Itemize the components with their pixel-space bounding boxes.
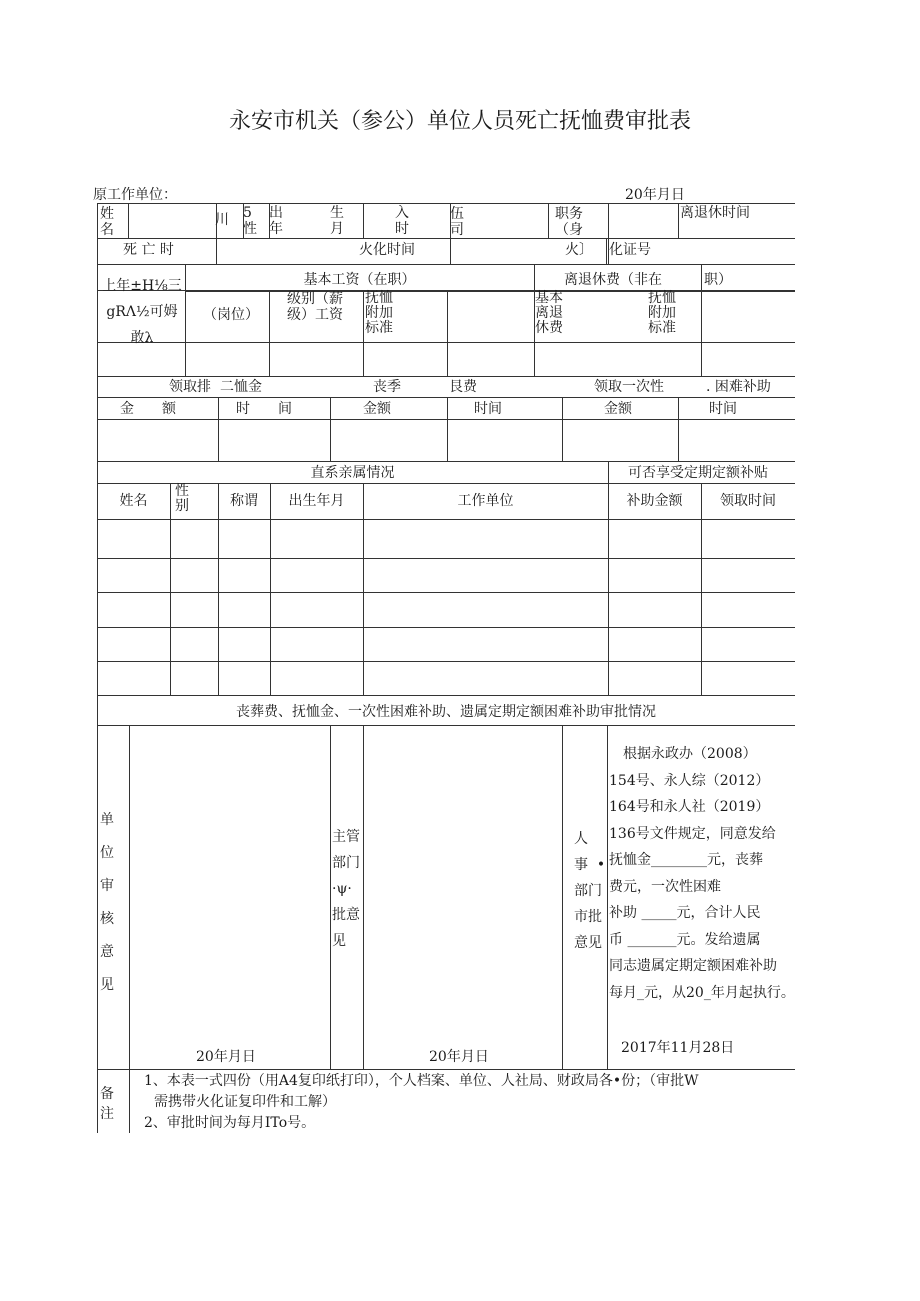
remark-line-1: 1、本表一式四份（用A4复印纸打印），个人档案、单位、人社局、财政局各•份；（审批W: [144, 1073, 699, 1089]
approval-section-title: 丧葬费、抚恤金、一次性困难补助、遗属定期定额困难补助审批情况: [236, 704, 656, 720]
retire-subsidy-label: 抚恤 附加 标准: [648, 290, 676, 336]
rel-col-work-unit: 工作单位: [457, 493, 514, 509]
form-title: 永安市机关（参公）单位人员死亡抚恤费审批表: [228, 109, 691, 134]
cremation-cert-fragment: 火〕: [565, 242, 593, 258]
rel-col-receive-time: 领取时间: [720, 493, 776, 509]
birth-label-b: 生 月: [330, 205, 344, 237]
name-label: 姓 名: [100, 206, 114, 238]
hr-approval-date: 2017年11月28日: [621, 1040, 735, 1056]
death-time-label: 死 亡 时: [123, 242, 174, 258]
birth-label-a: 出 年: [269, 205, 283, 237]
remark-line-2: 需携带火化证复印件和工解）: [154, 1094, 336, 1110]
unit-review-date: 20年月日: [196, 1049, 256, 1065]
rel-col-aid-amount: 补助金额: [626, 493, 683, 509]
pension-receive-label: 领取排: [169, 379, 211, 395]
gender-label: 5 性: [243, 205, 257, 237]
cremation-time-label: 火化时间: [359, 242, 415, 258]
cremation-cert-label: 化证号: [609, 242, 651, 258]
amount-label-3: 金额: [604, 401, 632, 417]
last-year-salary-label: 上年±H⅛三 gRΛ½可姆 敢λ: [102, 278, 182, 346]
relatives-section-title: 直系亲属情况: [310, 465, 395, 481]
amount-label-2: 金额: [363, 401, 391, 417]
original-unit-label: 原工作单位：: [93, 187, 177, 203]
eligible-label: 可否享受定期定额补贴: [628, 465, 768, 481]
gender-fragment-a: 川: [215, 212, 229, 228]
hardship-aid-label: . 困难补助: [706, 379, 771, 395]
entry-time-label: 入 时: [395, 205, 409, 237]
remark-line-3: 2、审批时间为每月ITo号。: [144, 1115, 316, 1131]
retire-pay-header: 离退休费（非在: [564, 272, 662, 288]
dept-approval-label: 主管 部门 ·ψ· 批意 见: [332, 829, 360, 949]
rel-col-name: 姓名: [119, 493, 148, 509]
remarks-label: 备 注: [100, 1086, 114, 1122]
amount-label-1: 金 额: [120, 401, 176, 417]
approval-form: [97, 203, 795, 1133]
hr-approval-label: 人 事 • 部门 市批 意见: [574, 831, 606, 951]
time-label-3: 时间: [709, 401, 737, 417]
hr-approval-text: 根据永政办（2008） 154号、永人综（2012） 164号和永人社（2019） 136号文件规定，同意发给 抚恤金________元，丧葬 费元，一次性困难 补助 _____元，合计人民 币 _______元。发给遗属 同志遗属定期定额困难补助 每月_元，从20_年月起执行。: [609, 746, 795, 1001]
unit-review-label: 单位审核意见: [100, 812, 114, 993]
retire-time-label: 离退休时间: [680, 205, 750, 221]
time-label-2: 时间: [474, 401, 502, 417]
grade-wage-label: 级别（薪 级）工资: [287, 291, 343, 323]
rel-col-relation: 称谓: [230, 493, 258, 509]
rel-col-gender: 性 别: [175, 483, 189, 514]
retire-pay-header-tail: 职）: [704, 272, 732, 288]
subsidy-standard-label: 抚恤 附加 标准: [365, 290, 393, 336]
one-time-label: 领取一次性: [594, 379, 664, 395]
rel-col-birth: 出生年月: [288, 493, 345, 509]
pension-label: 二恤金: [220, 379, 262, 395]
post-wage-label: （岗位）: [203, 307, 259, 323]
base-wage-header: 基本工资（在职）: [303, 272, 416, 288]
position-label: 伍 司: [450, 206, 464, 238]
dept-approval-date: 20年月日: [429, 1049, 489, 1065]
funeral-label-a: 丧季: [373, 379, 401, 395]
time-label-1: 时 间: [236, 401, 292, 417]
job-title-label: 职务 （身: [555, 206, 583, 238]
header-date: 20年月日: [625, 187, 685, 203]
funeral-label-b: 艮费: [449, 379, 477, 395]
retire-basic-label: 基本 离退 休费: [535, 290, 563, 336]
